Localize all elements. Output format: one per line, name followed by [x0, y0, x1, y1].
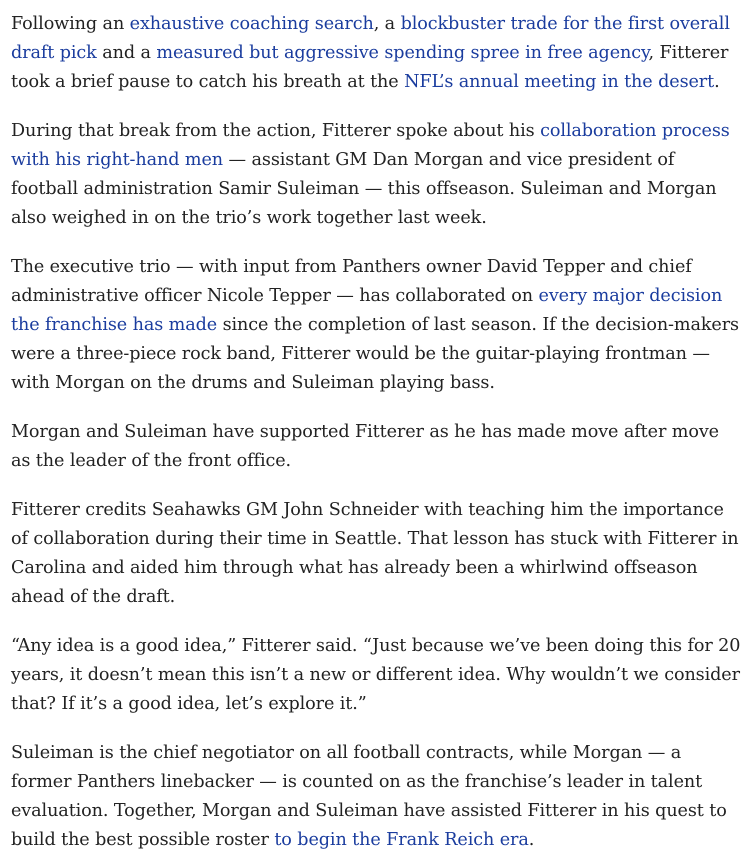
- paragraph-2: [11, 117, 742, 233]
- text-run: , a: [373, 14, 401, 34]
- paragraph-7: [11, 739, 742, 855]
- text-run: During that break from the action, Fitterer spoke about his: [11, 121, 541, 141]
- text-run: — assistant GM Dan Morgan and vice president of football administration Samir Suleiman — this offseason. Suleiman and Morgan also weighed in on the trio’s work together last week.: [11, 150, 717, 228]
- text-run: since the completion of last season. If the decision-makers were a three-piece rock band, Fitterer would be the guitar-playing frontman — with Morgan on the drums and Suleiman playing bass.: [11, 315, 739, 393]
- text-run: The executive trio — with input from Panthers owner David Tepper and chief administrative officer Nicole Tepper — has collaborated on: [11, 257, 692, 306]
- text-run: .: [714, 72, 720, 92]
- link-frank-reich-era[interactable]: to begin the Frank Reich era: [274, 830, 529, 850]
- paragraph-5: [11, 496, 742, 612]
- paragraph-3: [11, 253, 742, 398]
- text-run: , Fitterer took a brief pause to catch his breath at the: [11, 43, 729, 92]
- text-run: Following an: [11, 14, 130, 34]
- paragraph-4: [11, 418, 742, 476]
- link-blockbuster-trade[interactable]: blockbuster trade for the first overall draft pick: [11, 14, 730, 63]
- paragraph-6-quote: [11, 632, 742, 719]
- link-collaboration-process[interactable]: collaboration process with his right-hand men: [11, 121, 730, 170]
- link-exhaustive-coaching-search[interactable]: exhaustive coaching search: [129, 14, 374, 34]
- text-run: and a: [96, 43, 157, 63]
- link-every-major-decision[interactable]: every major decision the franchise has made: [11, 286, 723, 335]
- link-free-agency-spending[interactable]: measured but aggressive spending spree in free agency: [156, 43, 649, 63]
- link-nfl-annual-meeting[interactable]: NFL’s annual meeting in the desert: [404, 72, 715, 92]
- text-run: “Any idea is a good idea,” Fitterer said. “Just because we’ve been doing this for 20 years, it doesn’t mean this isn’t a new or different idea. Why wouldn’t we consider that? If it’s a good idea, let’s explore it.”: [11, 636, 741, 714]
- paragraph-1: [11, 10, 742, 97]
- text-run: Fitterer credits Seahawks GM John Schneider with teaching him the importance of collaboration during their time in Seattle. That lesson has stuck with Fitterer in Carolina and aided him through what has already been a whirlwind offseason ahead of the draft.: [11, 500, 739, 607]
- text-run: Morgan and Suleiman have supported Fitterer as he has made move after move as the leader of the front office.: [11, 422, 719, 471]
- text-run: .: [528, 830, 535, 850]
- text-run: Suleiman is the chief negotiator on all football contracts, while Morgan — a former Panthers linebacker — is counted on as the franchise’s leader in talent evaluation. Together, Morgan and Suleiman have assisted Fitterer in his quest to build the best possible roster: [11, 743, 727, 850]
